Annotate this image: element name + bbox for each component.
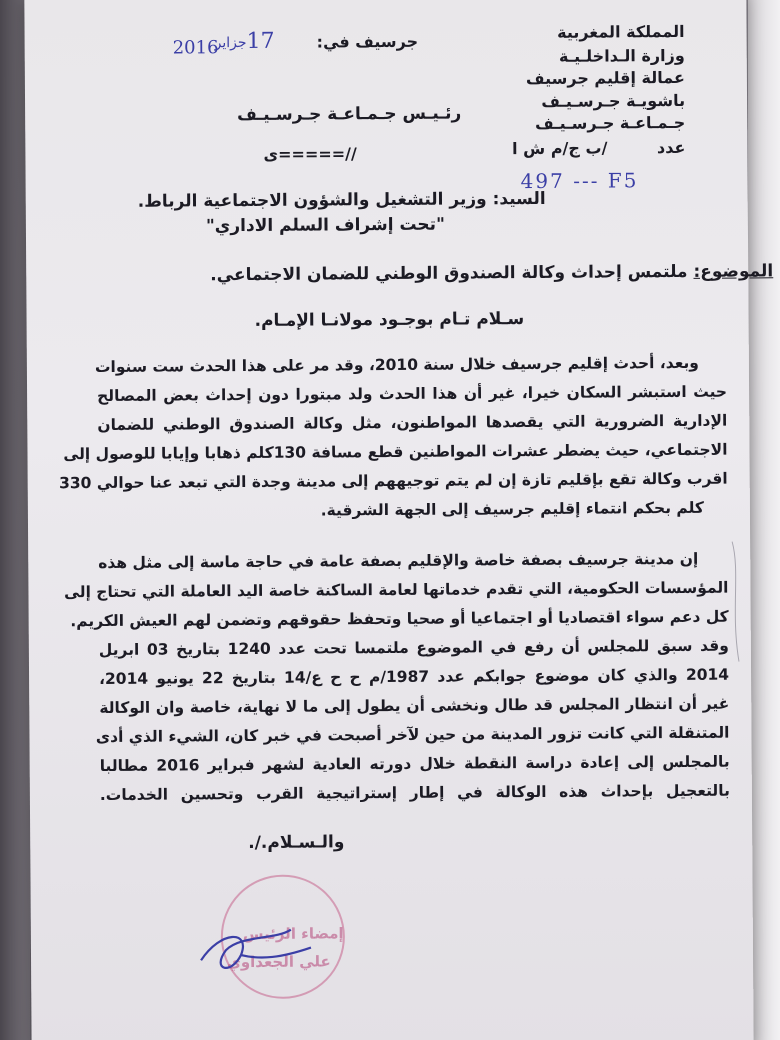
header-pashalik: باشويـة جـرسـيـف xyxy=(541,90,686,111)
header-ministry: وزارة الـداخلـيـة xyxy=(558,45,685,66)
body-line: بالتعجيل بإحداث هذه الوكالة في إطار إستراتيجية القرب وتحسين الخدمات. xyxy=(99,781,730,805)
header-province: عمالة إقليم جرسيف xyxy=(525,67,685,89)
body-line: وبعد، أحدث إقليم جرسيف خلال سنة 2010، وقد مر على هذا الحدث ست سنوات xyxy=(94,353,699,377)
body-line: الإدارية الضرورية التي يقصدها المواطنون، مثل وكالة الصندوق الوطني للضمان xyxy=(97,411,728,435)
subject-label: الموضوع: xyxy=(693,261,774,282)
sender-title: رئـيـس جـمـاعـة جـرسـيـف xyxy=(237,103,462,126)
addressee-via: "تحت إشراف السلم الاداري" xyxy=(205,214,445,237)
background-right xyxy=(748,0,780,1040)
closing: والـسـلام./. xyxy=(248,832,345,853)
body-line: كل دعم سواء اقتصاديا أو اجتماعيا أو صحيا وتحفظ حقوقهم وتضمن لهم العيش الكريم. xyxy=(70,607,729,631)
body-line: المؤسسات الحكومية، التي تقدم خدماتها لعامة الساكنة خاصة اليد العاملة التي تحتاج إلى xyxy=(63,578,729,602)
sender-separator: ى=====// xyxy=(263,144,357,164)
body-line: إن مدينة جرسيف بصفة خاصة والإقليم بصفة عامة في حاجة ماسة إلى مثل هذه xyxy=(98,549,699,573)
header-kingdom: المملكة المغربية xyxy=(557,21,685,42)
signature-stamp-line2: علي الجعداوي xyxy=(226,952,331,972)
handwritten-day: 17 xyxy=(246,28,275,54)
letter-paper xyxy=(24,0,774,1040)
handwritten-year: 2016 xyxy=(172,37,219,59)
body-line: اقرب وكالة تقع بإقليم تازة إن لم يتم توجيههم إلى مدينة وجدة التي تبعد عنا حوالي 330 xyxy=(58,469,728,493)
margin-marks xyxy=(728,531,749,671)
header-commune: جـمـاعـة جـرسـيـف xyxy=(535,112,686,133)
handwritten-month: جزاير xyxy=(214,34,247,52)
place-date-label: جرسيف في: xyxy=(316,31,419,52)
body-line: غير أن انتظار المجلس قد طال ونخشى أن يطول إلى ما لا نهاية، خاصة وان الوكالة xyxy=(99,694,730,718)
header-number-code: /ب ج/م ش ا xyxy=(512,138,608,159)
signature-stamp-line1: إمضاء الرئيس xyxy=(242,924,344,944)
body-line: بالمجلس إلى إعادة دراسة النقطة خلال دورته العادية لشهر فبراير 2016 مطالبا xyxy=(99,752,730,776)
body-line: وقد سبق للمجلس أن رفع في الموضوع ملتمسا تحت عدد 1240 بتاريخ 03 ابريل xyxy=(98,636,729,660)
greeting: سـلام تـام بوجـود مولانـا الإمـام. xyxy=(254,309,525,331)
handwritten-signature xyxy=(181,899,332,990)
addressee-line: السيد: وزير التشغيل والشؤون الاجتماعية الرباط. xyxy=(137,188,546,212)
body-line: حيث استبشر السكان خيرا، غير أن هذا الحدث ولد مبتورا دون إحداث بعض المصالح xyxy=(97,382,728,406)
body-line: كلم بحكم انتماء إقليم جرسيف إلى الجهة الشرقية. xyxy=(320,498,704,520)
subject xyxy=(210,261,773,285)
body-line: 2014 والذي كان موضوع جوابكم عدد 1987/م ح ح ع/14 بتاريخ 22 يونيو 2014، xyxy=(99,665,730,689)
body-line: الاجتماعي، حيث يضطر عشرات المواطنين قطع مسافة 130كلم ذهابا وإيابا للوصول إلى xyxy=(63,440,728,464)
subject-text: ملتمس إحداث وكالة الصندوق الوطني للضمان الاجتماعي. xyxy=(210,261,688,286)
body-line: المتنقلة التي كانت تزور المدينة من حين لآخر أصبحت في خبر كان، الشيء الذي أدى xyxy=(95,723,730,747)
incoming-number-stamp: 497 --- F5 xyxy=(520,168,639,194)
header-number-label: عدد xyxy=(656,137,686,158)
